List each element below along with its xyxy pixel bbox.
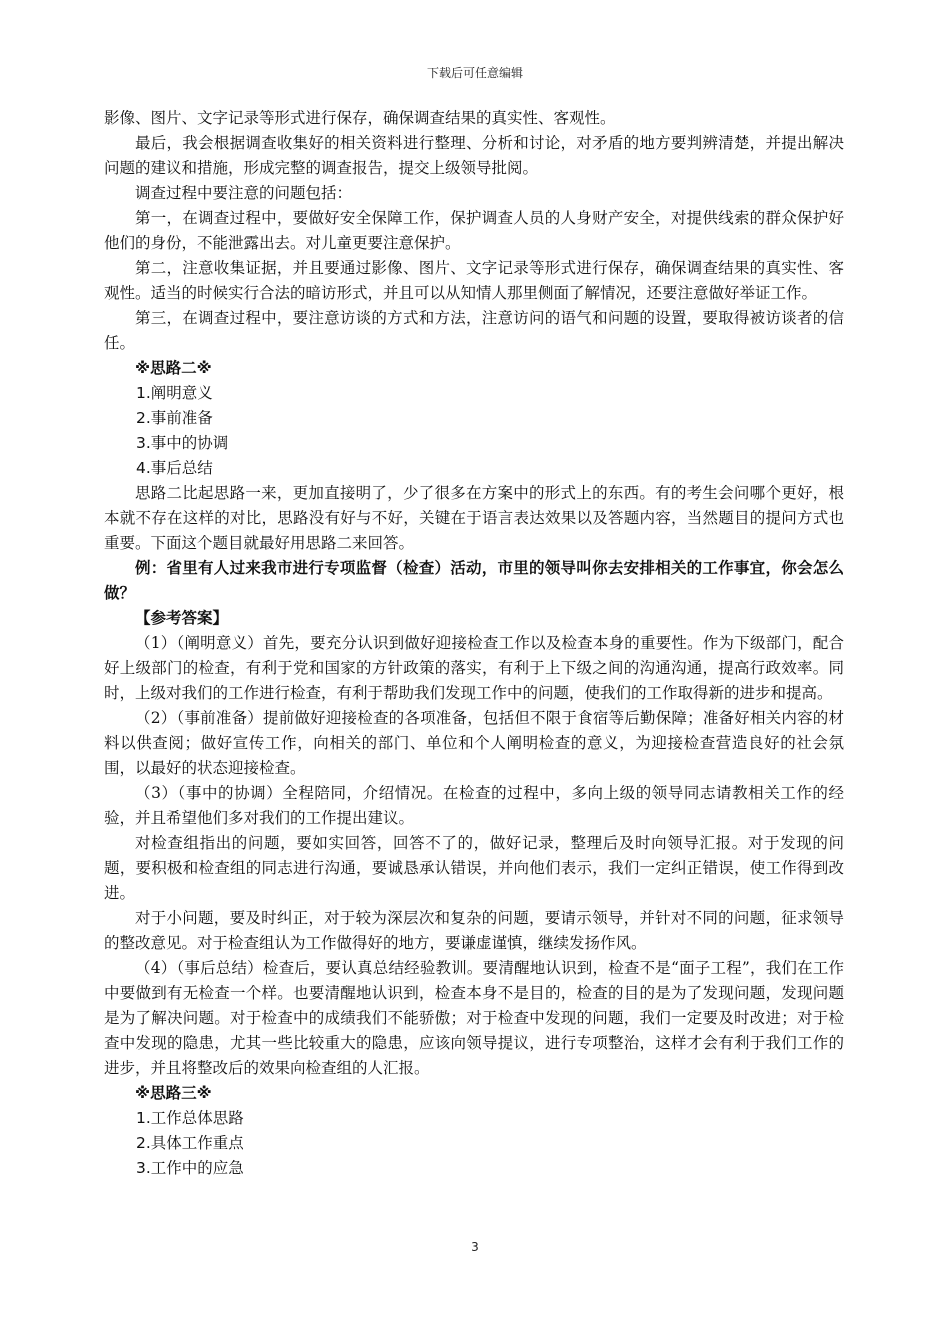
list-item: 2.具体工作重点	[136, 1134, 244, 1152]
answer-heading: 【参考答案】	[135, 609, 229, 627]
list-item: 2.事前准备	[136, 409, 213, 427]
list-item: 1.阐明意义	[136, 384, 213, 402]
paragraph: （1）（阐明意义）首先，要充分认识到做好迎接检查工作以及检查本身的重要性。作为下级部门，配合好上级部门的检查，有利于党和国家的方针政策的落实，有利于上下级之间的沟通沟通，提高行政效率。同时，上级对我们的工作进行检查，有利于帮助我们发现工作中的问题，使我们的工作取得新的进步和提高。	[104, 634, 844, 702]
page-header: 下载后可任意编辑	[426, 66, 523, 80]
list-item: 4.事后总结	[136, 459, 213, 477]
list-item: 1.工作总体思路	[136, 1109, 244, 1127]
paragraph: 对检查组指出的问题，要如实回答，回答不了的，做好记录，整理后及时向领导汇报。对于发现的问题，要积极和检查组的同志进行沟通，要诚恳承认错误，并向他们表示，我们一定纠正错误，使工作得到改进。	[104, 834, 844, 902]
section-heading: ※思路三※	[135, 1084, 212, 1102]
paragraph: 第三，在调查过程中，要注意访谈的方式和方法，注意访问的语气和问题的设置，要取得被访谈者的信任。	[104, 309, 844, 352]
paragraph: 调查过程中要注意的问题包括：	[135, 184, 353, 202]
section-heading: ※思路二※	[135, 359, 212, 377]
list-item: 3.事中的协调	[136, 434, 229, 452]
paragraph: （4）（事后总结）检查后，要认真总结经验教训。要清醒地认识到，检查不是“面子工程”，我们在工作中要做到有无检查一个样。也要清醒地认识到，检查本身不是目的，检查的目的是为了发现问题，发现问题是为了解决问题。对于检查中的成绩我们不能骄傲；对于检查中发现的问题，我们一定要及时改进；对于检查中发现的隐患，尤其一些比较重大的隐患，应该向领导提议，进行专项整治，这样才会有利于我们工作的进步，并且将整改后的效果向检查组的人汇报。	[104, 959, 844, 1077]
paragraph: （2）（事前准备）提前做好迎接检查的各项准备，包括但不限于食宿等后勤保障；准备好相关内容的材料以供查阅；做好宣传工作，向相关的部门、单位和个人阐明检查的意义，为迎接检查营造良好的社会氛围，以最好的状态迎接检查。	[104, 709, 844, 777]
paragraph: （3）（事中的协调）全程陪同，介绍情况。在检查的过程中，多向上级的领导同志请教相关工作的经验，并且希望他们多对我们的工作提出建议。	[104, 784, 844, 827]
paragraph: 思路二比起思路一来，更加直接明了，少了很多在方案中的形式上的东西。有的考生会问哪个更好，根本就不存在这样的对比，思路没有好与不好，关键在于语言表达效果以及答题内容，当然题目的提问方式也重要。下面这个题目就最好用思路二来回答。	[104, 484, 844, 552]
paragraph: 第一，在调查过程中，要做好安全保障工作，保护调查人员的人身财产安全，对提供线索的群众保护好他们的身份，不能泄露出去。对儿童更要注意保护。	[104, 209, 844, 252]
paragraph: 对于小问题，要及时纠正，对于较为深层次和复杂的问题，要请示领导，并针对不同的问题，征求领导的整改意见。对于检查组认为工作做得好的地方，要谦虚谨慎，继续发扬作风。	[104, 909, 844, 952]
document-body	[104, 106, 844, 1181]
list-item: 3.工作中的应急	[136, 1159, 244, 1177]
example-question: 例：省里有人过来我市进行专项监督（检查）活动，市里的领导叫你去安排相关的工作事宜，你会怎么做？	[104, 559, 844, 602]
paragraph: 影像、图片、文字记录等形式进行保存，确保调查结果的真实性、客观性。	[104, 109, 616, 127]
paragraph: 最后，我会根据调查收集好的相关资料进行整理、分析和讨论，对矛盾的地方要判辨清楚，并提出解决问题的建议和措施，形成完整的调查报告，提交上级领导批阅。	[104, 134, 844, 177]
paragraph: 第二，注意收集证据，并且要通过影像、图片、文字记录等形式进行保存，确保调查结果的真实性、客观性。适当的时候实行合法的暗访形式，并且可以从知情人那里侧面了解情况，还要注意做好举证工作。	[104, 259, 844, 302]
page-number: 3	[471, 1240, 479, 1254]
